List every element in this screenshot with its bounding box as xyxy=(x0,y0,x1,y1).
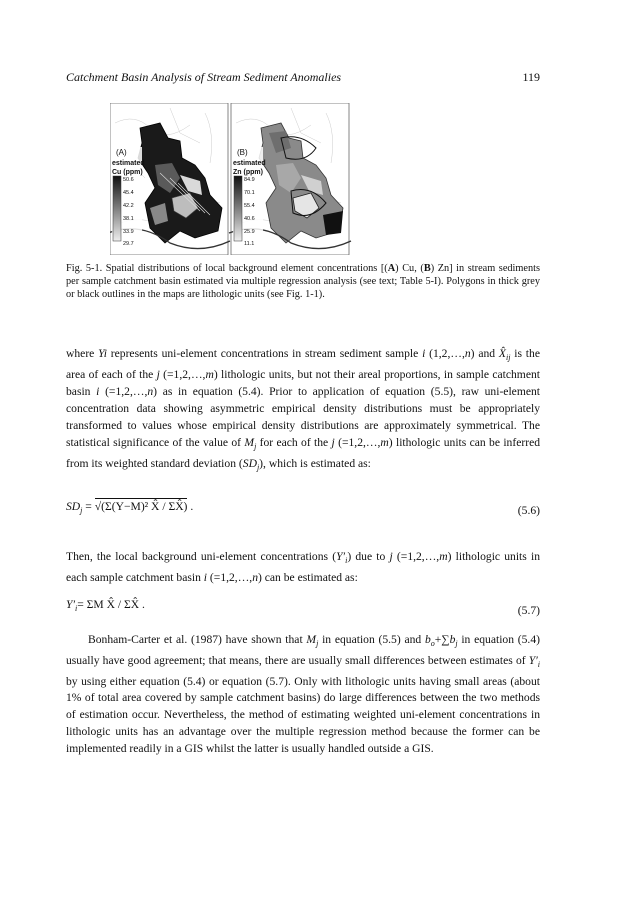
equation-number-5-7: (5.7) xyxy=(517,604,540,617)
paragraph-1: where Yi represents uni-element concentrations in stream sediment sample i (1,2,…,n) and $X̂_{ij}$ is the area of each of the j (=1,2,…,m) lithologic units, but not their areal proportions, in sample catchment basin i (=1,2,…,n) as in equation (5.4). Prior to application of equation (5.5), raw uni-element concentration data showing asymmetric empirical density distributions must be appropriately transformed to values whose empirical density distributions are approximately symmetrical. The statistical significance of the value of $M_j$ for each of the j (=1,2,…,m) lithologic units can be inferred from its weighted standard deviation $(SD_j)$, which is estimated as: xyxy=(66,347,541,472)
equation-5-7-expression: = ΣM X̂ / ΣX̂ . xyxy=(77,598,145,611)
panel-a-tick: 33.9 xyxy=(123,229,134,235)
panel-b-label: (B) xyxy=(237,148,248,157)
panel-b-tick: 25.9 xyxy=(244,229,255,235)
panel-b-tick: 70.1 xyxy=(244,190,255,196)
panel-b-legend-line2: Zn (ppm) xyxy=(233,169,263,176)
panel-a-tick: 42.2 xyxy=(123,203,134,209)
map-panel-a xyxy=(110,103,230,255)
panel-a-tick: 45.4 xyxy=(123,190,134,196)
equation-5-7: $Y'_i= \Sigma M$ X̂ / ΣX̂ . (5.7) xyxy=(66,598,540,617)
panel-a-tick: 50.6 xyxy=(123,177,134,183)
figure-caption: Fig. 5-1. Spatial distributions of local background element concentrations [(A) Cu, (B) Zn] in stream sediments per sample catchment basin estimated via multiple regression analysis (see text; Table 5-I). Polygons in thick grey or black outlines in the maps are lithologic units (see Fig. 1-1). xyxy=(66,263,540,301)
panel-b-tick: 11.1 xyxy=(244,241,255,247)
panel-a-legend-line2: Cu (ppm) xyxy=(112,169,143,176)
panel-a-legend-line1: estimated xyxy=(112,160,145,167)
running-header xyxy=(66,70,540,88)
paragraph-2: Then, the local background uni-element concentrations $(Y'_i)$ due to j (=1,2,…,m) lithologic units in each sample catchment basin i (=1,2,…,n) can be estimated as: xyxy=(66,550,540,584)
panel-a-tick: 38.1 xyxy=(123,216,134,222)
equation-number-5-6: (5.6) xyxy=(517,504,540,517)
equation-5-6: $SD_j = √(\Sigma(Y-M)^2$ X̂ / ΣX̂) . (5.6) xyxy=(66,500,540,517)
panel-b-colorbar xyxy=(234,176,242,241)
paragraph-3: Bonham-Carter et al. (1987) have shown that $M_j$ in equation (5.5) and $b_o+\sum b_j$ in equation (5.4) usually have good agreement; that means, there are usually small differences between estimates of $Y'_i$ by using either equation (5.4) or equation (5.7). Only with lithologic units having small areas (about 1% of total area covered by sample catchment basins) do large differences between the two methods of estimation occur. Nevertheless, the method of estimating weighted uni-element concentrations in lithologic units has an advantage over the multiple regression method because the former can be implemented readily in a GIS whilst the latter is usually handled outside a GIS. xyxy=(66,633,540,755)
page-number: 119 xyxy=(522,70,540,84)
panel-a-label: (A) xyxy=(116,148,127,157)
equation-5-6-expression: (Σ(Y−M)² X̂ / ΣX̂) xyxy=(101,500,188,513)
panel-b-legend-line1: estimated xyxy=(233,160,266,167)
figure-5-1 xyxy=(110,103,505,255)
panel-b-tick: 84.9 xyxy=(244,177,255,183)
running-title: Catchment Basin Analysis of Stream Sediment Anomalies xyxy=(66,70,342,84)
panel-a-tick: 29.7 xyxy=(123,241,134,247)
panel-a-colorbar xyxy=(113,176,121,241)
panel-b-tick: 55.4 xyxy=(244,203,255,209)
map-panel-b xyxy=(229,103,351,255)
panel-b-tick: 40.6 xyxy=(244,216,255,222)
caption-fig-label: Fig. 5-1. xyxy=(66,263,103,274)
